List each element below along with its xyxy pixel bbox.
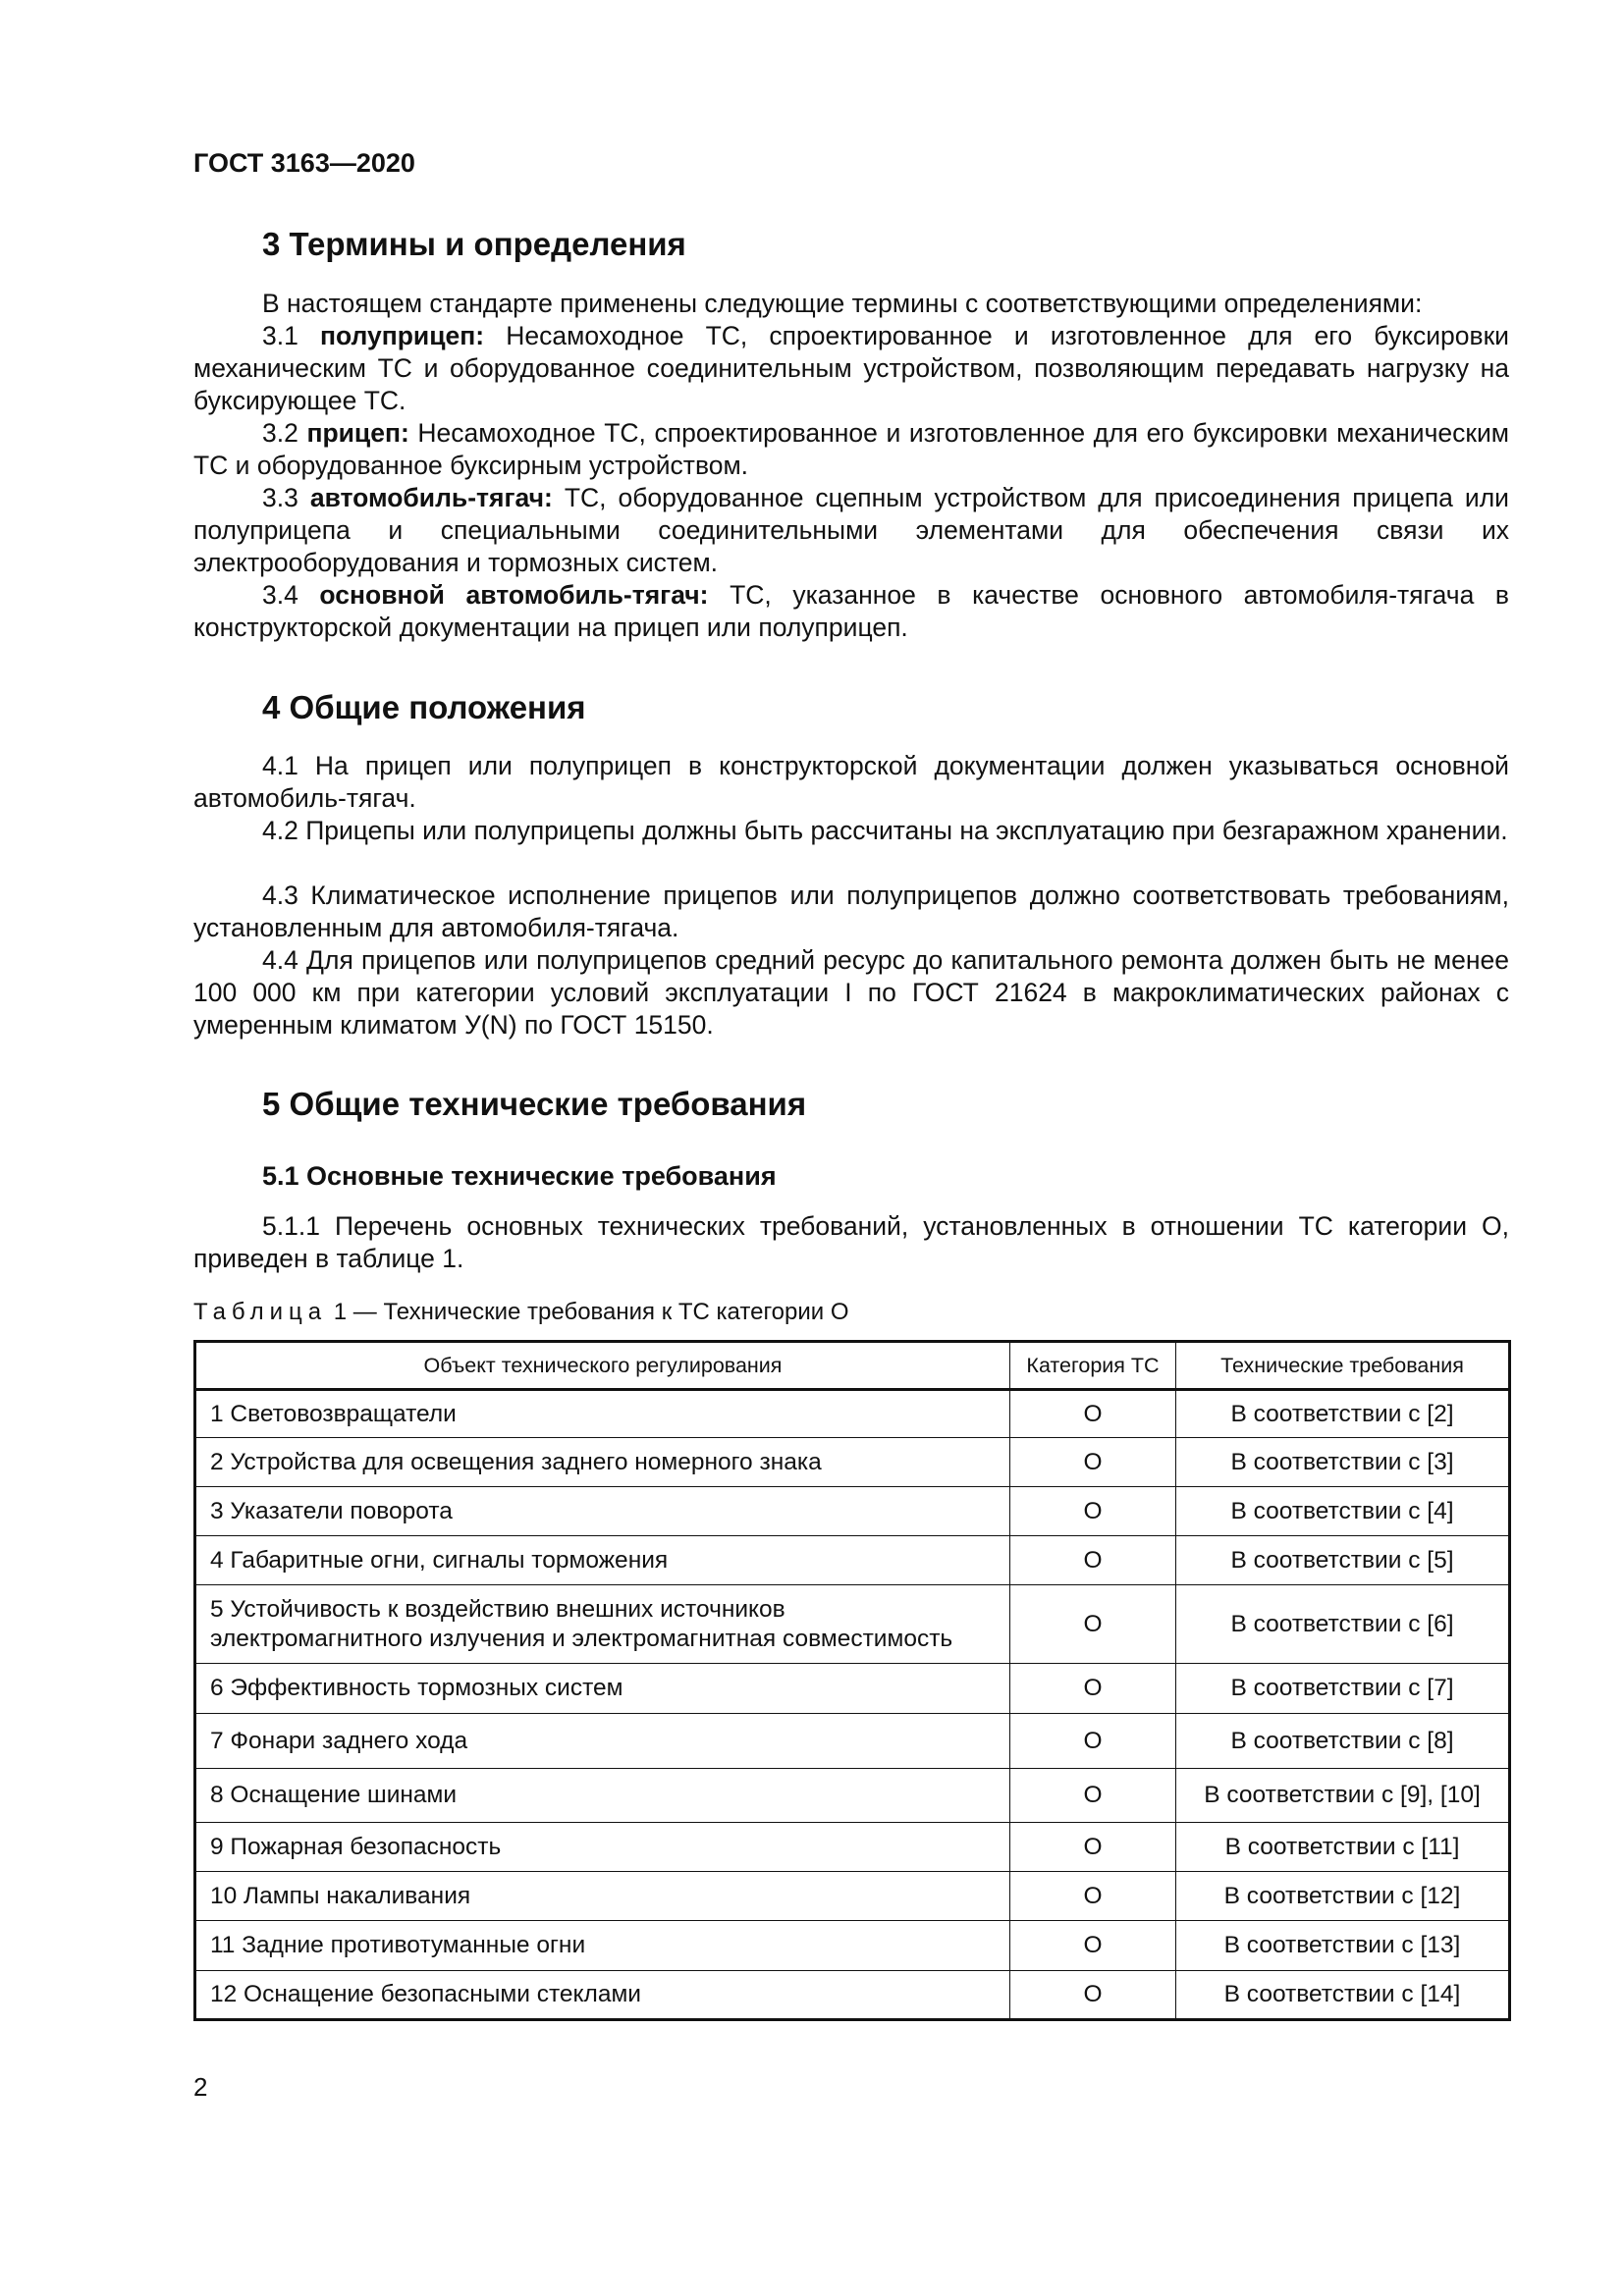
cell-requirement: В соответствии с [6] bbox=[1176, 1585, 1510, 1664]
table-row bbox=[195, 1769, 1510, 1823]
term-name: прицеп: bbox=[306, 418, 409, 448]
cell-category: О bbox=[1010, 1536, 1176, 1585]
paragraph-4-3: 4.3 Климатическое исполнение прицепов или полуприцепов должно соответствовать требованиям, установленным для автомобиля-тягача. bbox=[193, 881, 1509, 942]
term-text: Несамоходное ТС, спроектированное и изготовленное для его буксировки механическим ТС и оборудованное буксирным устройством. bbox=[193, 418, 1509, 480]
cell-object: 11 Задние противотуманные огни bbox=[195, 1921, 1010, 1971]
cell-object: 10 Лампы накаливания bbox=[195, 1872, 1010, 1921]
paragraph-4-2: 4.2 Прицепы или полуприцепы должны быть рассчитаны на эксплуатацию при безгаражном хранении. bbox=[262, 816, 1508, 845]
section-3-heading: 3 Термины и определения bbox=[262, 226, 686, 262]
cell-requirement: В соответствии с [7] bbox=[1176, 1664, 1510, 1714]
cell-object: 7 Фонари заднего хода bbox=[195, 1714, 1010, 1769]
table-row bbox=[195, 1390, 1510, 1438]
cell-requirement: В соответствии с [5] bbox=[1176, 1536, 1510, 1585]
column-header-category: Категория ТС bbox=[1010, 1342, 1176, 1390]
table-row bbox=[195, 1487, 1510, 1536]
table-row bbox=[195, 1971, 1510, 2020]
term-definition bbox=[193, 320, 1509, 417]
cell-category: О bbox=[1010, 1971, 1176, 2020]
cell-object: 1 Световозвращатели bbox=[195, 1390, 1010, 1438]
cell-object: 3 Указатели поворота bbox=[195, 1487, 1010, 1536]
cell-object: 6 Эффективность тормозных систем bbox=[195, 1664, 1010, 1714]
table-row bbox=[195, 1536, 1510, 1585]
cell-requirement: В соответствии с [8] bbox=[1176, 1714, 1510, 1769]
table-row bbox=[195, 1823, 1510, 1872]
cell-object: 5 Устойчивость к воздействию внешних источников электромагнитного излучения и электромагнитная совместимость bbox=[195, 1585, 1010, 1664]
requirements-table bbox=[193, 1340, 1511, 2021]
table-row bbox=[195, 1438, 1510, 1487]
table-header-row bbox=[195, 1342, 1510, 1390]
subsection-5-1-heading: 5.1 Основные технические требования bbox=[262, 1161, 777, 1191]
term-number: 3.4 bbox=[262, 580, 298, 610]
cell-object: 2 Устройства для освещения заднего номерного знака bbox=[195, 1438, 1010, 1487]
table-caption-text: 1 — Технические требования к ТС категории О bbox=[327, 1299, 849, 1325]
section-5-heading: 5 Общие технические требования bbox=[262, 1086, 807, 1122]
cell-requirement: В соответствии с [9], [10] bbox=[1176, 1769, 1510, 1823]
term-text: Несамоходное ТС, спроектированное и изготовленное для его буксировки механическим ТС и оборудованное соединительным устройством, позволяющим передавать нагрузку на буксирующее ТС. bbox=[193, 321, 1509, 415]
term-number: 3.2 bbox=[262, 418, 298, 448]
term-number: 3.3 bbox=[262, 483, 298, 512]
cell-requirement: В соответствии с [4] bbox=[1176, 1487, 1510, 1536]
column-header-requirements: Технические требования bbox=[1176, 1342, 1510, 1390]
term-name: полуприцеп: bbox=[319, 321, 485, 350]
table-row bbox=[195, 1872, 1510, 1921]
cell-requirement: В соответствии с [3] bbox=[1176, 1438, 1510, 1487]
paragraph-4-1: 4.1 На прицеп или полуприцеп в конструкторской документации должен указываться основной автомобиль-тягач. bbox=[193, 751, 1509, 813]
cell-category: О bbox=[1010, 1390, 1176, 1438]
section-4-heading: 4 Общие положения bbox=[262, 689, 586, 725]
table-row bbox=[195, 1714, 1510, 1769]
cell-category: О bbox=[1010, 1487, 1176, 1536]
paragraph-5-1-1: 5.1.1 Перечень основных технических требований, установленных в отношении ТС категории О, приведен в таблице 1. bbox=[193, 1211, 1509, 1273]
table-row bbox=[195, 1664, 1510, 1714]
cell-requirement: В соответствии с [11] bbox=[1176, 1823, 1510, 1872]
term-definition bbox=[193, 417, 1509, 482]
cell-object: 12 Оснащение безопасными стеклами bbox=[195, 1971, 1010, 2020]
cell-requirement: В соответствии с [13] bbox=[1176, 1921, 1510, 1971]
cell-category: О bbox=[1010, 1823, 1176, 1872]
cell-category: О bbox=[1010, 1438, 1176, 1487]
table-row bbox=[195, 1921, 1510, 1971]
section-3-intro: В настоящем стандарте применены следующие термины с соответствующими определениями: bbox=[262, 289, 1423, 318]
column-header-object: Объект технического регулирования bbox=[195, 1342, 1010, 1390]
cell-requirement: В соответствии с [14] bbox=[1176, 1971, 1510, 2020]
document-code: ГОСТ 3163—2020 bbox=[193, 148, 415, 178]
page-number: 2 bbox=[193, 2072, 208, 2102]
term-definition bbox=[193, 482, 1509, 579]
cell-requirement: В соответствии с [12] bbox=[1176, 1872, 1510, 1921]
cell-object: 9 Пожарная безопасность bbox=[195, 1823, 1010, 1872]
table-row bbox=[195, 1585, 1510, 1664]
table-caption-prefix: Таблица bbox=[193, 1299, 328, 1325]
cell-object: 4 Габаритные огни, сигналы торможения bbox=[195, 1536, 1010, 1585]
table-caption bbox=[193, 1299, 849, 1326]
cell-category: О bbox=[1010, 1714, 1176, 1769]
term-name: автомобиль-тягач: bbox=[309, 483, 553, 512]
term-text: ТС, указанное в качестве основного автомобиля-тягача в конструкторской документации на прицеп или полуприцеп. bbox=[193, 580, 1509, 642]
term-name: основной автомобиль-тягач: bbox=[319, 580, 709, 610]
cell-category: О bbox=[1010, 1921, 1176, 1971]
cell-category: О bbox=[1010, 1872, 1176, 1921]
cell-requirement: В соответствии с [2] bbox=[1176, 1390, 1510, 1438]
term-definition bbox=[193, 579, 1509, 644]
cell-object: 8 Оснащение шинами bbox=[195, 1769, 1010, 1823]
cell-category: О bbox=[1010, 1585, 1176, 1664]
cell-category: О bbox=[1010, 1664, 1176, 1714]
term-text: ТС, оборудованное сцепным устройством для присоединения прицепа или полуприцепа и специальными соединительными элементами для обеспечения связи их электрооборудования и тормозных систем. bbox=[193, 483, 1509, 577]
paragraph-4-4: 4.4 Для прицепов или полуприцепов средний ресурс до капитального ремонта должен быть не менее 100 000 км при категории условий эксплуатации I по ГОСТ 21624 в макроклиматических районах с умеренным климатом У(N) по ГОСТ 15150. bbox=[193, 945, 1509, 1040]
cell-category: О bbox=[1010, 1769, 1176, 1823]
term-number: 3.1 bbox=[262, 321, 298, 350]
